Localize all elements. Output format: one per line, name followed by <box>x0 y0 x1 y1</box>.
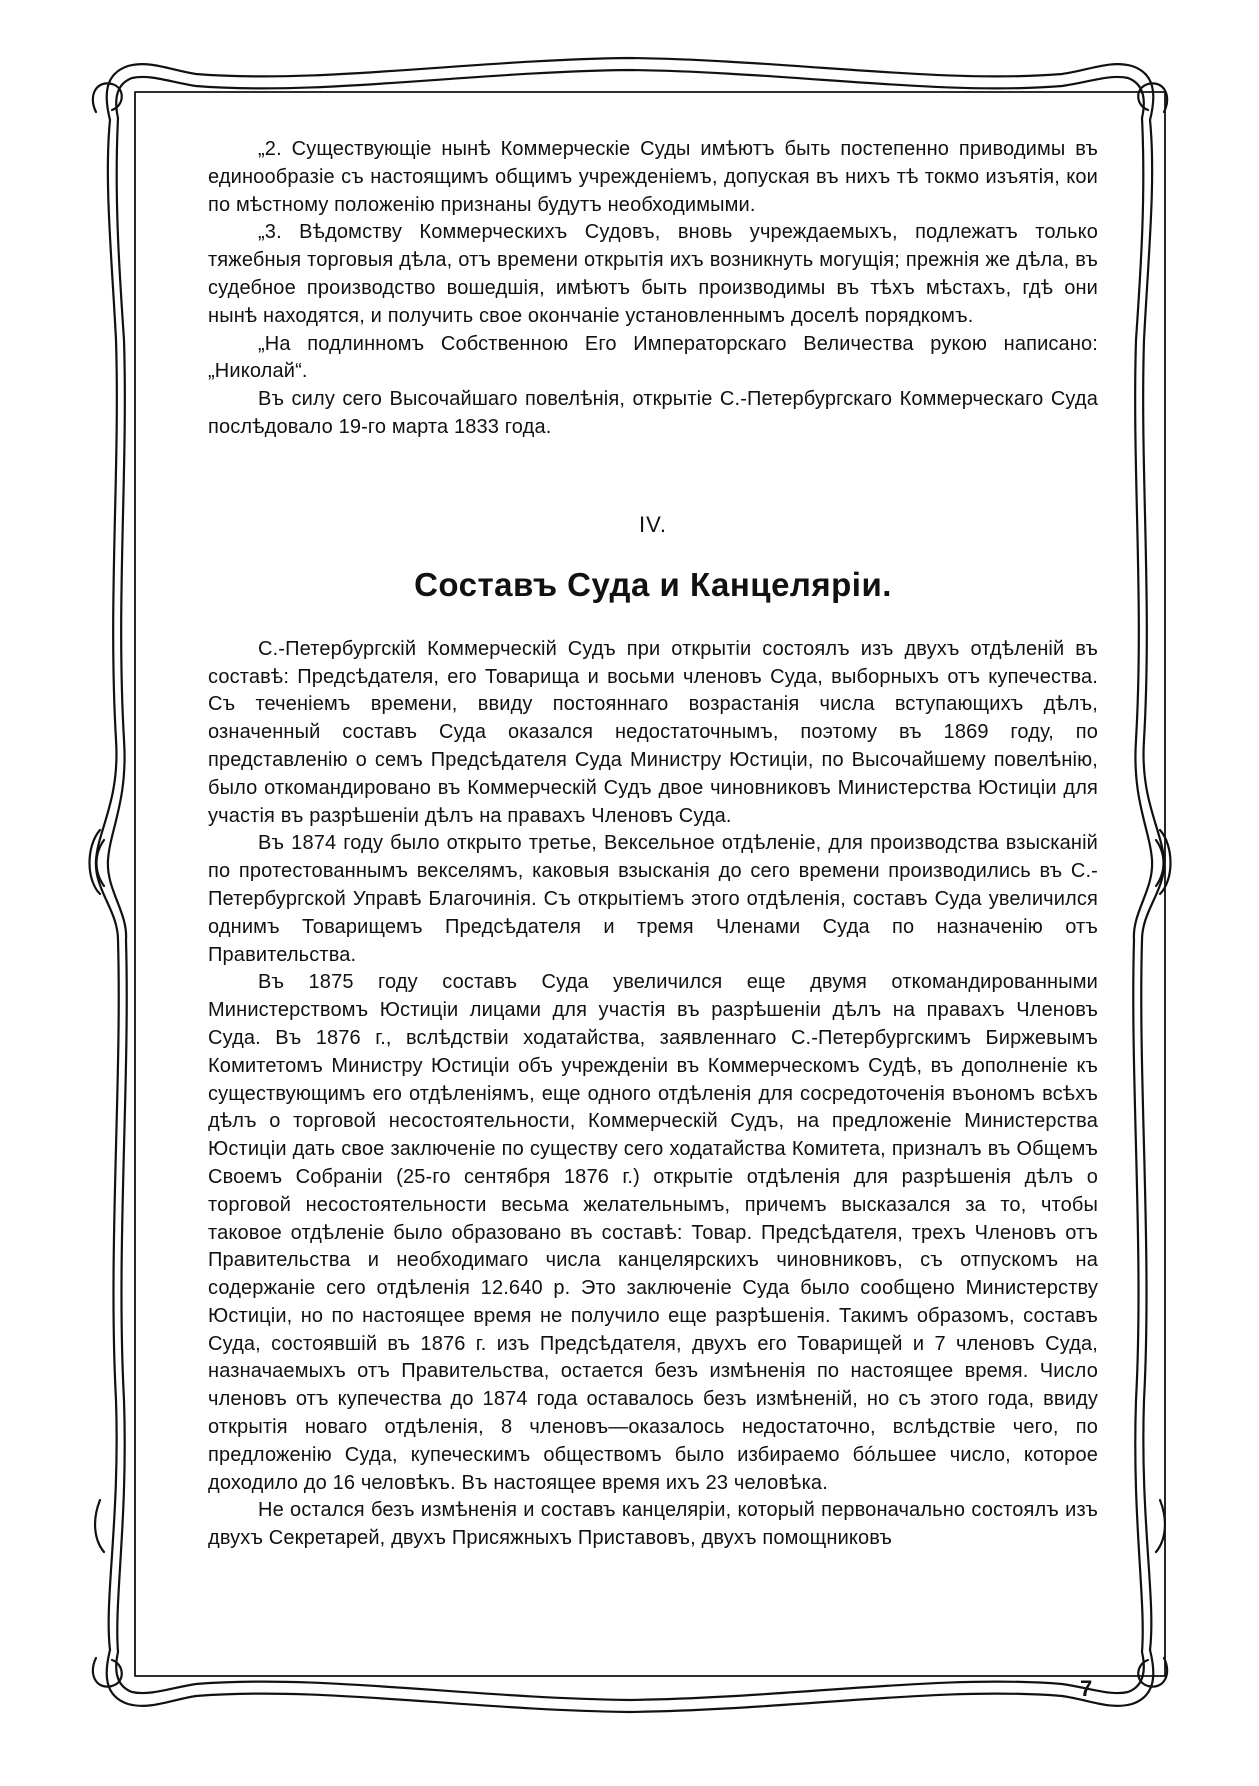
paragraph: С.-Петербургскій Коммерческій Судъ при открытіи состоялъ изъ двухъ отдѣленій въ составѣ: Предсѣдателя, его Товарища и восьми членовъ Суда, выборныхъ отъ купечества. Съ теченіемъ времени, ввиду постояннаго возрастанія числа вступающихъ дѣлъ, означенный составъ Суда оказался недостаточнымъ, поэтому въ 1869 году, по представленію о семъ Предсѣдателя Суда Министру Юстиціи, по Высочайшему повелѣнію, было откомандировано въ Коммерческій Судъ двое чиновниковъ Министерства Юстиціи для участія въ разрѣшеніи дѣлъ на правахъ Членовъ Суда. <box>208 637 1098 827</box>
section-number: IV. <box>639 511 667 537</box>
paragraph: Въ силу сего Высочайшаго повелѣнія, открытіе С.-Петербургскаго Коммерческаго Суда послѣдовало 19-го марта 1833 года. <box>208 388 1098 438</box>
paragraph: „На подлинномъ Собственною Его Императорскаго Величества рукою написано: „Николай“. <box>208 332 1098 383</box>
section-title: Составъ Суда и Канцеляріи. <box>414 565 892 603</box>
paragraph: „3. Вѣдомству Коммерческихъ Судовъ, вновь учреждаемыхъ, подлежатъ только тяжебныя торговыя дѣла, отъ времени открытія ихъ возникнуть могущія; прежнія же дѣла, въ судебное производство вошедшія, имѣютъ быть производимы въ тѣхъ мѣстахъ, гдѣ они нынѣ находятся, и получить свое окончаніе установленнымъ доселѣ порядкомъ. <box>208 221 1098 327</box>
paragraph: Въ 1875 году составъ Суда увеличился еще двумя откомандированными Министерствомъ Юстиціи лицами для участія въ разрѣшеніи дѣлъ на правахъ Членовъ Суда. Въ 1876 г., вслѣдствіи ходатайства, заявленнаго С.-Петербургскимъ Биржевымъ Комитетомъ Министру Юстиціи объ учрежденіи въ Коммерческомъ Судѣ, въ дополненіе къ существующимъ его отдѣленіямъ, еще одного отдѣленія для сосредоточенія въономъ всѣхъ дѣлъ о торговой несостоятельности, Коммерческій Судъ, на предложеніе Министерства Юстиціи дать свое заключеніе по существу сего ходатайства Комитета, призналъ въ Общемъ Своемъ Собраніи (25-го сентября 1876 г.) открытіе отдѣленія для разрѣшенія дѣлъ о торговой несостоятельности весьма желательнымъ, причемъ высказался за то, чтобы таковое отдѣленіе было образовано въ составѣ: Товар. Предсѣдателя, трехъ Членовъ отъ Правительства и необходимаго числа канцелярскихъ чиновниковъ, съ отпускомъ на содержаніе сего отдѣленія 12.640 р. Это заключеніе Суда было сообщено Министерству Юстиціи, но по настоящее время не получило еще разрѣшенія. Такимъ образомъ, составъ Суда, состоявшій въ 1876 г. изъ Предсѣдателя, двухъ его Товарищей и 7 членовъ Суда, назначаемыхъ отъ Правительства, остается безъ измѣненія по настоящее время. Число членовъ отъ купечества до 1874 года оставалось безъ измѣненій, но съ этого года, ввиду открытія новаго отдѣленія, 8 членовъ—оказалось недостаточно, вслѣдствіе чего, по предложенію Суда, купеческимъ обществомъ было избираемо бóльшее число, которое доходило до 16 человѣкъ. Въ настоящее время ихъ 23 человѣка. <box>208 971 1098 1494</box>
paragraph: Не остался безъ измѣненія и составъ канцеляріи, который первоначально состоялъ изъ двухъ Секретарей, двухъ Присяжныхъ Приставовъ, двухъ помощниковъ <box>208 1499 1098 1550</box>
page-content <box>208 136 1098 1553</box>
paragraph: Въ 1874 году было открыто третье, Вексельное отдѣленіе, для производства взысканій по протестованнымъ векселямъ, каковыя взысканія до сего времени производились въ С.-Петербургской Управѣ Благочинія. Съ открытіемъ этого отдѣленія, составъ Суда увеличился однимъ Товарищемъ Предсѣдателя и тремя Членами Суда по назначенію отъ Правительства. <box>208 832 1098 966</box>
page-number: 7 <box>1080 1676 1093 1701</box>
paragraph: „2. Существующіе нынѣ Коммерческіе Суды имѣютъ быть постепенно приводимы въ единообразіе съ настоящимъ общимъ учрежденіемъ, допуская въ нихъ тѣ токмо изъятія, кои по мѣстному положенію признаны будутъ необходимыми. <box>208 138 1098 216</box>
